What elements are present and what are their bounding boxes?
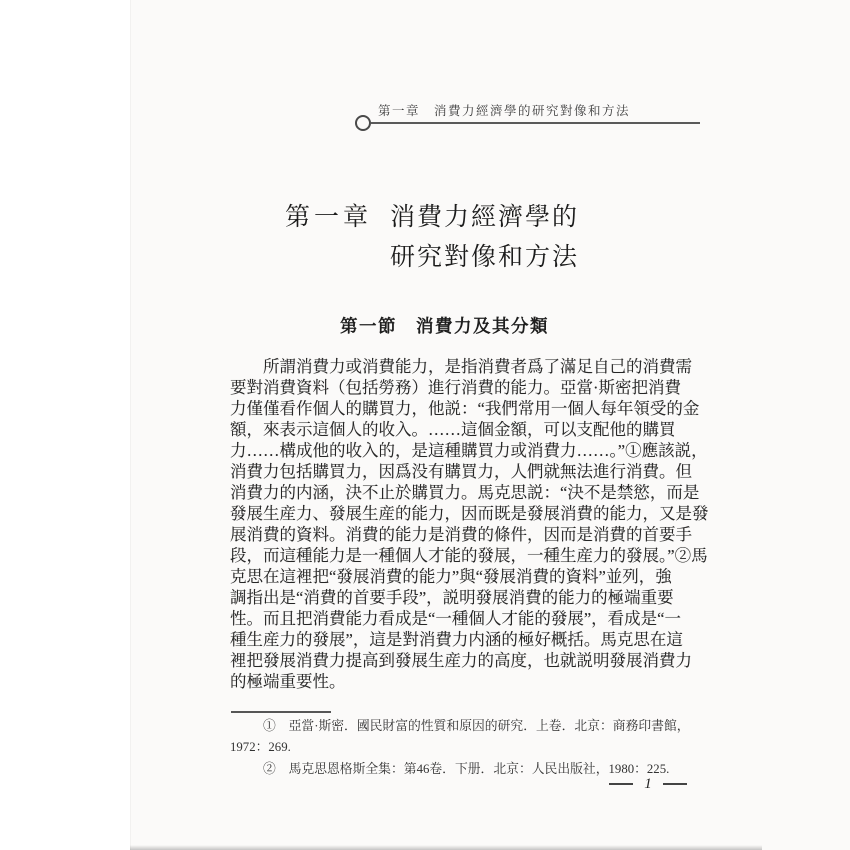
- body-line: 消費力包括購買力，因爲没有購買力，人們就無法進行消費。但: [230, 462, 692, 481]
- body-line: 裡把發展消費力提高到發展生産力的高度，也就説明發展消費力: [230, 651, 692, 670]
- footnote-line: ② 馬克思恩格斯全集：第46卷．下册．北京：人民出版社，1980：225.: [263, 761, 670, 776]
- header-circle-ornament-icon: [355, 115, 371, 131]
- body-line: 展消費的資料。消費的能力是消費的條件，因而是消費的首要手: [230, 525, 692, 544]
- body-line: 調指出是“消費的首要手段”，説明發展消費的能力的極端重要: [230, 588, 674, 607]
- body-paragraph: [230, 356, 709, 692]
- footnotes: [230, 716, 690, 780]
- body-line: 發展生産力、發展生産的能力，因而既是發展消費的能力，又是發: [230, 504, 709, 523]
- running-header: 第一章 消費力經濟學的研究對像和方法: [378, 104, 631, 118]
- page-edge-shadow: [130, 845, 762, 850]
- page-number-dash-left: [609, 783, 633, 785]
- body-line: 段，而這種能力是一種個人才能的發展，一種生産力的發展。”②馬: [230, 546, 708, 565]
- body-line: 的極端重要性。: [230, 672, 346, 691]
- page-number-value: 1: [644, 775, 652, 792]
- body-line: 消費力的内涵，決不止於購買力。馬克思説：“決不是禁慾，而是: [230, 483, 700, 502]
- body-line: 性。而且把消費能力看成是“一種個人才能的發展”，看成是“一: [230, 609, 681, 628]
- body-line: 力……構成他的收入的，是這種購買力或消費力……。”①應該説，: [230, 441, 708, 460]
- footnote-line: 1972：269.: [230, 740, 291, 755]
- body-line: 所謂消費力或消費能力，是指消費者爲了滿足自己的消費需: [263, 357, 692, 376]
- section-heading: 第一節 消費力及其分類: [340, 316, 549, 336]
- chapter-number: 第一章: [285, 204, 373, 231]
- body-line: 額，來表示這個人的收入。……這個金額，可以支配他的購買: [230, 420, 676, 439]
- body-line: 種生産力的發展”，這是對消費力内涵的極好概括。馬克思在這: [230, 630, 683, 649]
- footnote-line: ① 亞當·斯密．國民財富的性質和原因的研究．上卷．北京：商務印書館，: [263, 719, 690, 733]
- page-number-dash-right: [663, 783, 687, 785]
- body-line: 力僅僅看作個人的購買力，他説：“我們常用一個人每年領受的金: [230, 399, 700, 418]
- chapter-title-line2: 研究對像和方法: [390, 244, 580, 271]
- page-number: [600, 775, 696, 793]
- body-line: 要對消費資料（包括勞務）進行消費的能力。亞當·斯密把消費: [230, 378, 681, 397]
- header-rule: [371, 122, 700, 124]
- footnote-separator-rule: [231, 711, 331, 713]
- chapter-title-line1: 消費力經濟學的: [390, 204, 580, 231]
- body-line: 克思在這裡把“發展消費的能力”與“發展消費的資料”並列，強: [230, 567, 672, 586]
